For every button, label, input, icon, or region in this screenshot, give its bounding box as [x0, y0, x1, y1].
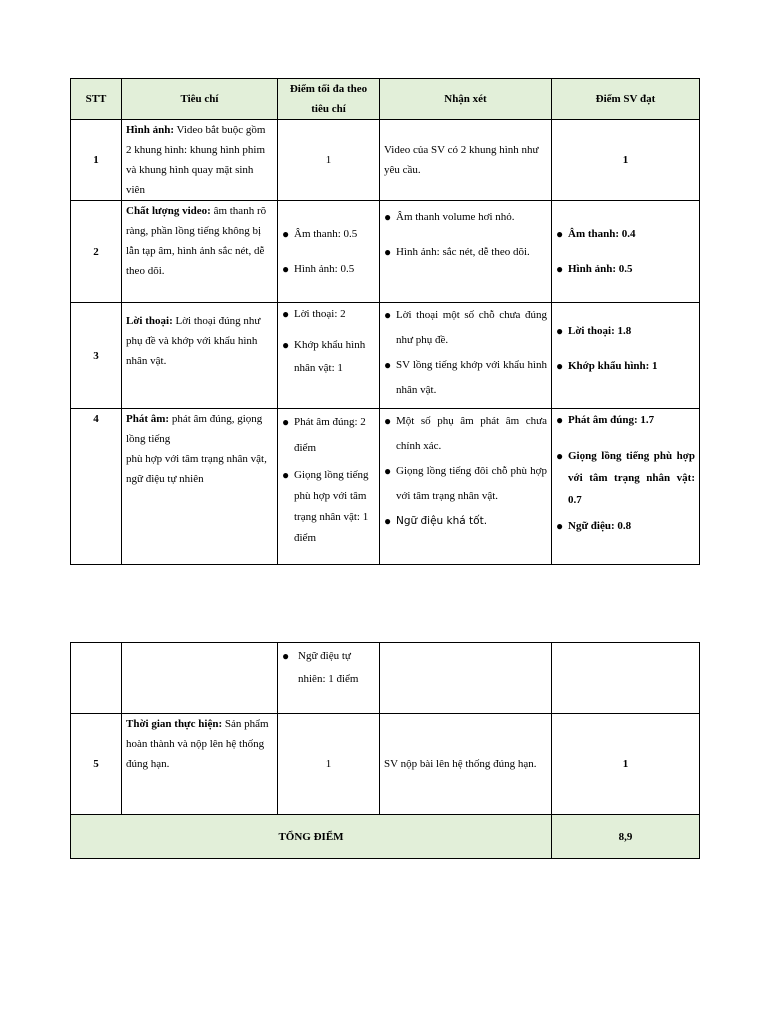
header-stt: STT — [71, 79, 122, 120]
row-comment — [380, 643, 552, 714]
bullet-icon: ● — [556, 449, 564, 463]
bullet-icon: ● — [384, 414, 392, 428]
total-value: 8,9 — [552, 815, 700, 859]
row-criteria — [122, 643, 278, 714]
row-student-score: 1 — [552, 120, 700, 201]
bullet-icon: ● — [384, 464, 392, 478]
list-item: ● Khớp khẩu hình nhân vật: 1 — [282, 334, 375, 380]
bullet-icon: ● — [282, 649, 290, 663]
list-item: ● Phát âm đúng: 1.7 — [556, 409, 695, 431]
row-max-score: 1 — [278, 714, 380, 815]
list-item: ● Ngữ điệu tự nhiên: 1 điểm — [282, 645, 375, 691]
row-max-score — [278, 643, 380, 714]
criteria-title: Hình ảnh: — [126, 124, 174, 136]
criteria-text: Lời thoại đúng như phụ đề và khớp với khẩu hình nhân vật. — [126, 315, 261, 367]
criteria-text: phù hợp với tâm trạng nhân vật, ngữ điệu tự nhiên — [126, 453, 267, 485]
bullet-icon: ● — [556, 359, 564, 373]
table-row — [71, 201, 700, 303]
row-max-score — [278, 409, 380, 565]
header-comment: Nhận xét — [380, 79, 552, 120]
table-row — [71, 303, 700, 409]
row-student-score — [552, 643, 700, 714]
row-stt: 2 — [71, 201, 122, 303]
table-row — [71, 643, 700, 714]
total-row — [71, 815, 700, 859]
list-item: ● Lời thoại một số chỗ chưa đúng như phụ đề. — [384, 303, 547, 353]
row-max-score — [278, 201, 380, 303]
row-student-score: 1 — [552, 714, 700, 815]
bullet-icon: ● — [384, 514, 392, 528]
row-student-score — [552, 409, 700, 565]
table-row — [71, 120, 700, 201]
bullet-icon: ● — [556, 413, 564, 427]
list-item: ● Âm thanh: 0.5 — [282, 224, 375, 244]
bullet-icon: ● — [384, 245, 392, 259]
bullet-icon: ● — [384, 308, 392, 322]
row-criteria — [122, 201, 278, 303]
criteria-title: Thời gian thực hiện: — [126, 718, 223, 730]
list-item: ● Một số phụ âm phát âm chưa chính xác. — [384, 409, 547, 459]
bullet-icon: ● — [282, 227, 290, 241]
list-item: ● Lời thoại: 1.8 — [556, 321, 695, 341]
bullet-icon: ● — [556, 262, 564, 276]
list-item: ● Âm thanh: 0.4 — [556, 224, 695, 244]
bullet-icon: ● — [282, 338, 290, 352]
list-item: ● Hình ảnh: 0.5 — [282, 259, 375, 279]
row-student-score — [552, 201, 700, 303]
bullet-icon: ● — [282, 262, 290, 276]
row-max-score: 1 — [278, 120, 380, 201]
criteria-text: Video bắt buộc gồm 2 khung hình: khung hình phim và khung hình quay mặt sinh viên — [126, 124, 266, 196]
header-criteria: Tiêu chí — [122, 79, 278, 120]
row-criteria — [122, 303, 278, 409]
row-comment — [380, 201, 552, 303]
header-student-score: Điểm SV đạt — [552, 79, 700, 120]
bullet-icon: ● — [282, 468, 290, 482]
row-student-score — [552, 303, 700, 409]
bullet-icon: ● — [556, 324, 564, 338]
row-comment — [380, 303, 552, 409]
bullet-icon: ● — [282, 415, 290, 429]
criteria-title: Lời thoại: — [126, 315, 173, 327]
row-stt: 4 — [71, 409, 122, 565]
criteria-title: Phát âm: — [126, 413, 170, 425]
row-criteria — [122, 409, 278, 565]
table-row — [71, 409, 700, 565]
list-item: ● Phát âm đúng: 2 điểm — [282, 409, 375, 461]
row-comment: SV nộp bài lên hệ thống đúng hạn. — [380, 714, 552, 815]
total-label: TỔNG ĐIỂM — [71, 815, 552, 859]
list-item: ● Khớp khẩu hình: 1 — [556, 356, 695, 376]
list-item: ● Âm thanh volume hơi nhỏ. — [384, 207, 547, 227]
list-item: ● Giọng lồng tiếng phù hợp với tâm trạng nhân vật: 1 điểm — [282, 465, 375, 549]
row-criteria — [122, 120, 278, 201]
row-stt: 1 — [71, 120, 122, 201]
criteria-title: Chất lượng video: — [126, 205, 211, 217]
grading-table-part-1 — [70, 78, 700, 565]
header-row — [71, 79, 700, 120]
criteria-text: âm thanh rõ ràng, phần lồng tiếng không bị lẫn tạp âm, hình ảnh sắc nét, dễ theo dõi. — [126, 205, 267, 277]
list-item: ● Lời thoại: 2 — [282, 303, 375, 326]
criteria-text: Sản phẩm hoàn thành và nộp lên hệ thống đúng hạn. — [126, 718, 269, 770]
row-stt: 3 — [71, 303, 122, 409]
list-item: ● Giọng lồng tiếng phù hợp với tâm trạng nhân vật: 0.7 — [556, 445, 695, 511]
bullet-icon: ● — [384, 210, 392, 224]
row-stt — [71, 643, 122, 714]
list-item: ● SV lồng tiếng khớp với khẩu hình nhân vật. — [384, 353, 547, 403]
row-stt: 5 — [71, 714, 122, 815]
list-item: ● Ngữ điệu khá tốt. — [384, 509, 547, 534]
list-item: ● Hình ảnh: 0.5 — [556, 259, 695, 279]
list-item: ● Hình ảnh: sắc nét, dễ theo dõi. — [384, 242, 547, 262]
criteria-text: phát âm đúng, giọng lồng tiếng — [126, 413, 263, 445]
row-comment: Video của SV có 2 khung hình như yêu cầu. — [380, 120, 552, 201]
row-max-score — [278, 303, 380, 409]
list-item: ● Ngữ điệu: 0.8 — [556, 515, 695, 537]
header-max-score: Điểm tối đa theo tiêu chí — [278, 79, 380, 120]
table-row — [71, 714, 700, 815]
bullet-icon: ● — [556, 227, 564, 241]
bullet-icon: ● — [384, 358, 392, 372]
grading-table-part-2 — [70, 642, 700, 859]
row-comment — [380, 409, 552, 565]
list-item: ● Giọng lồng tiếng đôi chỗ phù hợp với tâm trạng nhân vật. — [384, 459, 547, 509]
row-criteria — [122, 714, 278, 815]
bullet-icon: ● — [282, 307, 290, 321]
bullet-icon: ● — [556, 519, 564, 533]
